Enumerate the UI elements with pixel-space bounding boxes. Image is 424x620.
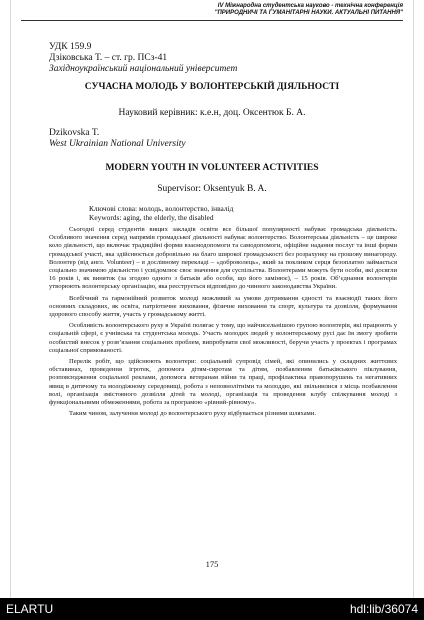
repository-name[interactable]: ELARTU [6, 602, 54, 616]
paragraph: Сьогодні серед студентів вищих закладів освіти все більшої популярності набуває громадська діяльність. Особливого значення серед напрямів громадської діяльності набуває волонтерство. Волонтерська діяльність – це широке коло діяльності, що включає традиційні форми взаємодопомоги та самодопомоги, офіційне надання послуг та інші форми громадської участі, яка здійснюється добровільно на благо широкої громадськості без розрахунку на грошову винагороду. Волонтер (від англ. Volunteer) – в дослівному перекладі – «доброволець», який за покликом серця безоплатно займається соціально значимою діяльністю і усвідомлює своє значення для суспільства. Волонтерами можуть бути особи, які досягли 16 років і, як виняток (за згодою одного з батьків або особи, що його замінює), – 15 років. Об’єднання волонтерів утворюють волонтерську організацію, яка реєструється відповідно до чинного законодавства України. [49, 226, 397, 291]
paragraph: Таким чином, залучення молоді до волонтерського руху відбувається різними шляхами. [69, 410, 317, 418]
page-number: 175 [205, 559, 219, 569]
repository-footer [0, 598, 424, 620]
university-ua: Західноукраїнський національний університет [49, 64, 238, 74]
handle-id[interactable]: hdl:lib/36074 [349, 602, 418, 616]
paragraph: Всебічний та гармонійний розвиток молоді можливий за умови дотримання єдності та взаємодії таких його основних складових, як освіта, патріотичне виховання, фізичне виховання та спорт, культура та дозвілля, формування здорового способу життя, участь у громадському житті. [49, 294, 397, 319]
supervisor-ua: Науковий керівник: к.е.н, доц. Оксентюк Б. А. [118, 108, 306, 118]
keywords [89, 204, 233, 222]
title-en: MODERN YOUTH IN VOLUNTEER ACTIVITIES [105, 163, 319, 173]
header-rule [21, 20, 403, 21]
udc-code: УДК 159.9 [49, 42, 92, 52]
university-en: West Ukrainian National University [49, 139, 186, 149]
conference-header-line1: IV Міжнародна студентська науково - технічна конференція [217, 3, 403, 9]
paragraph: Перелік робіт, що здійснюють волонтери: соціальний супровід сімей, які опинились у складних життєвих обставинах, проведення ігротек, допомога дітям-сиротам та дітям, позбавленим батьківського піклування, розповсюдження соціальної реклами, допомога ветеранам війни та праці, профілактика правопорушень та негативних явищ в дитячому та молодіжному середовищі, робота з неповнолітніми та молоддю, які звільнилися з місць позбавлення волі, організація змістовного дозвілля дітей та молоді, організація та проведення клубу спілкування молоді з функціональними обмеженнями, робота за програмою «рівний-рівному». [49, 358, 397, 407]
paragraph: Особливість волонтерського руху в Україні полягає у тому, що найчисельнішою групою волонтерів, які працюють у соціальній сфері, є учнівська та студентська молодь. Участь молодих людей у волонтерському русі дає їм змогу зробити особистий внесок у розв’язання соціальних проблем, випробувати свої можливості, беручи участь у проектах і програмах соціальної спрямованості. [49, 322, 397, 354]
conference-header [103, 3, 403, 17]
supervisor-en: Supervisor: Oksentyuk B. A. [157, 184, 267, 194]
document-page [10, 0, 414, 598]
author-ua: Дзіковська Т. – ст. гр. ПСз-41 [49, 53, 168, 63]
conference-header-line2: "ПРИРОДНИЧІ ТА ГУМАНІТАРНІ НАУКИ. АКТУАЛЬНІ ПИТАННЯ" [214, 10, 403, 16]
keywords-en: Keywords: aging, the elderly, the disabled [89, 213, 214, 222]
article-body [49, 226, 397, 421]
article-ua-meta [49, 42, 237, 75]
author-en: Dzikovska T. [49, 128, 100, 138]
title-ua: СУЧАСНА МОЛОДЬ У ВОЛОНТЕРСЬКІЙ ДІЯЛЬНОСТІ [84, 82, 340, 92]
article-en-meta [49, 128, 186, 150]
keywords-ua: Ключові слова: молодь, волонтерство, інвалід [89, 204, 234, 213]
